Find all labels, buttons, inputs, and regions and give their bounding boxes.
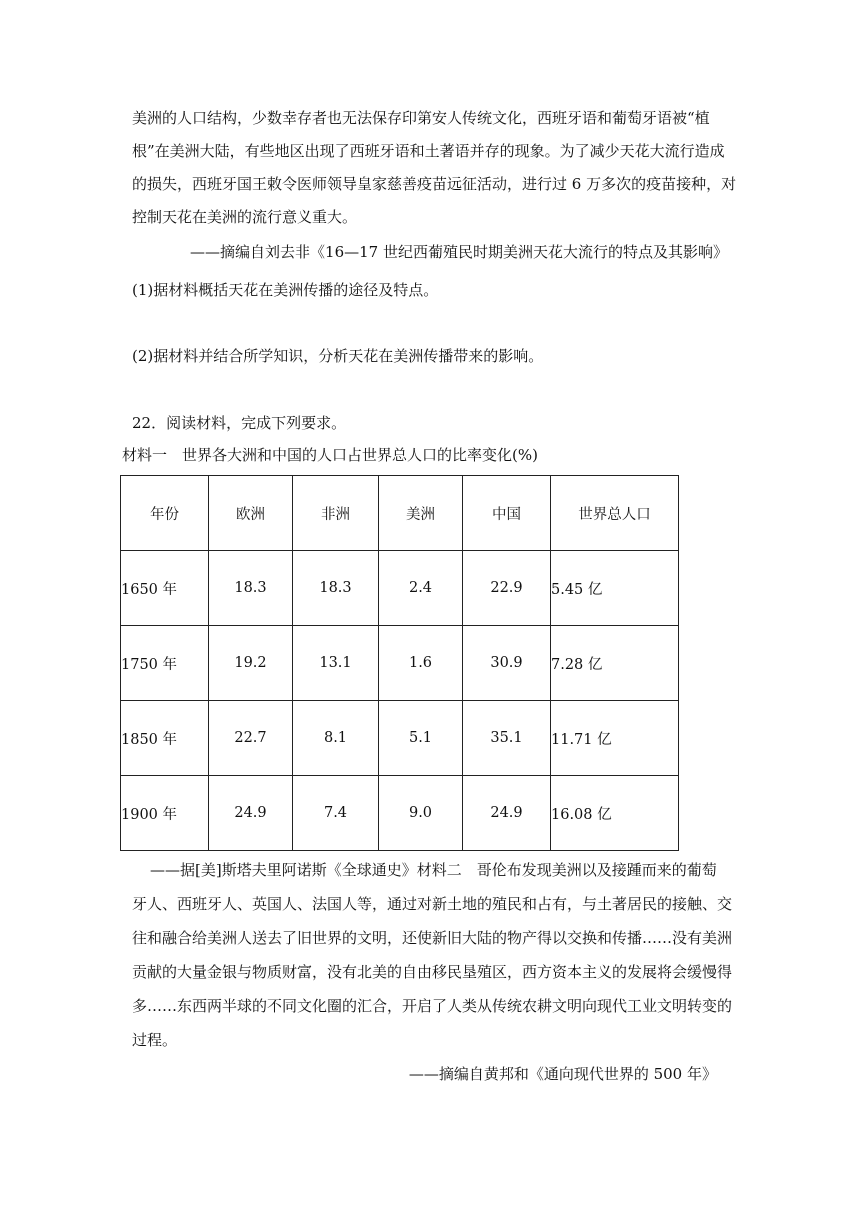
- cell-europe: 19.2: [209, 626, 293, 701]
- cell-america: 9.0: [379, 776, 463, 851]
- header-africa: 非洲: [293, 476, 379, 551]
- passage-line-2: 根”在美洲大陆，有些地区出现了西班牙语和土著语并存的现象。为了减少天花大流行造成: [132, 142, 725, 160]
- material-2-line-6: 过程。: [132, 1031, 178, 1049]
- population-table: [120, 475, 679, 851]
- material-2-line-2: 牙人、西班牙人、英国人、法国人等，通过对新土地的殖民和占有，与土著居民的接触、交: [132, 895, 733, 913]
- cell-europe: 22.7: [209, 701, 293, 776]
- material-2-line-3: 往和融合给美洲人送去了旧世界的文明，还使新旧大陆的物产得以交换和传播……没有美洲: [132, 929, 733, 947]
- question-2: (2)据材料并结合所学知识，分析天花在美洲传播带来的影响。: [132, 347, 544, 365]
- passage-line-4: 控制天花在美洲的流行意义重大。: [132, 208, 358, 226]
- header-china: 中国: [463, 476, 551, 551]
- material-2-line-1: ——据[美]斯塔夫里阿诺斯《全球通史》材料二 哥伦布发现美洲以及接踵而来的葡萄: [150, 861, 717, 879]
- material-2-line-4: 贡献的大量金银与物质财富，没有北美的自由移民垦殖区，西方资本主义的发展将会缓慢得: [132, 963, 733, 981]
- cell-world-population: 16.08 亿: [551, 776, 679, 851]
- cell-year: 1750 年: [121, 626, 209, 701]
- cell-africa: 18.3: [293, 551, 379, 626]
- passage-line-3: 的损失，西班牙国王敕令医师领导皇家慈善疫苗远征活动，进行过 6 万多次的疫苗接种，对: [132, 175, 737, 193]
- cell-america: 1.6: [379, 626, 463, 701]
- passage-source: ——摘编自刘去非《16—17 世纪西葡殖民时期美洲天花大流行的特点及其影响》: [190, 243, 728, 261]
- cell-china: 35.1: [463, 701, 551, 776]
- cell-africa: 7.4: [293, 776, 379, 851]
- header-year: 年份: [121, 476, 209, 551]
- cell-africa: 8.1: [293, 701, 379, 776]
- header-world-population: 世界总人口: [551, 476, 679, 551]
- q22-heading: 22．阅读材料，完成下列要求。: [132, 414, 347, 432]
- table-row: [121, 551, 679, 626]
- header-europe: 欧洲: [209, 476, 293, 551]
- cell-china: 24.9: [463, 776, 551, 851]
- table-row: [121, 626, 679, 701]
- cell-year: 1900 年: [121, 776, 209, 851]
- cell-year: 1650 年: [121, 551, 209, 626]
- question-1: (1)据材料概括天花在美洲传播的途径及特点。: [132, 281, 439, 299]
- material-2-line-5: 多……东西两半球的不同文化圈的汇合，开启了人类从传统农耕文明向现代工业文明转变的: [132, 997, 733, 1015]
- cell-world-population: 7.28 亿: [551, 626, 679, 701]
- cell-europe: 18.3: [209, 551, 293, 626]
- cell-america: 5.1: [379, 701, 463, 776]
- table-row: [121, 776, 679, 851]
- material-1-title: 材料一 世界各大洲和中国的人口占世界总人口的比率变化(%): [122, 446, 538, 464]
- header-america: 美洲: [379, 476, 463, 551]
- passage-line-1: 美洲的人口结构，少数幸存者也无法保存印第安人传统文化，西班牙语和葡萄牙语被“植: [132, 109, 710, 127]
- cell-year: 1850 年: [121, 701, 209, 776]
- cell-world-population: 11.71 亿: [551, 701, 679, 776]
- cell-america: 2.4: [379, 551, 463, 626]
- cell-china: 22.9: [463, 551, 551, 626]
- cell-europe: 24.9: [209, 776, 293, 851]
- table-row: [121, 701, 679, 776]
- material-2-source: ——摘编自黄邦和《通向现代世界的 500 年》: [408, 1065, 717, 1083]
- cell-china: 30.9: [463, 626, 551, 701]
- cell-africa: 13.1: [293, 626, 379, 701]
- cell-world-population: 5.45 亿: [551, 551, 679, 626]
- table-header-row: [121, 476, 679, 551]
